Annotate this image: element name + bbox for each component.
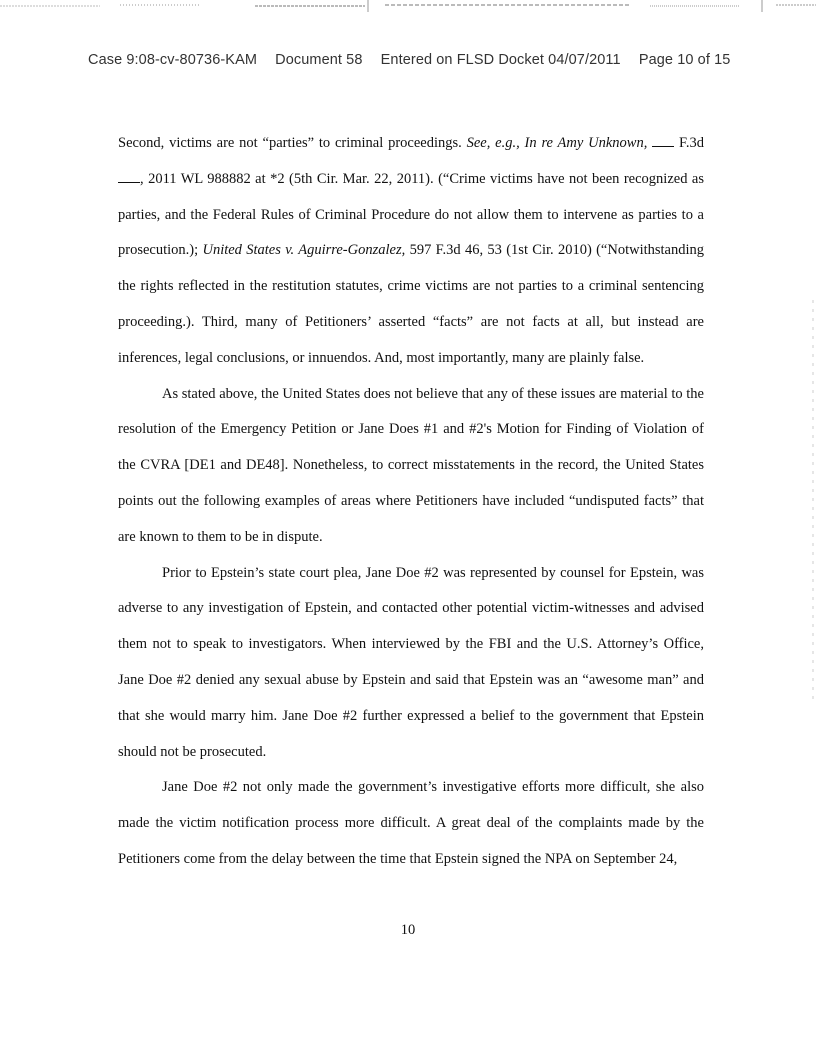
document-body [118, 126, 704, 878]
page-number: 10 [400, 922, 416, 938]
citation-amy-unknown: See, e.g., In re Amy Unknown, [466, 135, 648, 151]
docket-entry-date: Entered on FLSD Docket 04/07/2011 [380, 52, 621, 68]
paragraph-2: As stated above, the United States does not believe that any of these issues are material to the resolution of the Emergency Petition or Jane Does #1 and #2's Motion for Finding of Violation of the CVRA [DE1 and DE48]. Nonetheless, to correct misstatements in the record, the United States points out the following examples of areas where Petitioners have included “undisputed facts” that are known to them to be in dispute. [118, 385, 704, 545]
page-indicator: Page 10 of 15 [638, 52, 731, 68]
case-number: Case 9:08-cv-80736-KAM [88, 52, 258, 68]
paragraph-4: Jane Doe #2 not only made the government’s investigative efforts more difficult, she also made the victim notification process more difficult. A great deal of the complaints made by the Petitioners come from the delay between the time that Epstein signed the NPA on September 24, [118, 779, 704, 867]
docket-header [88, 52, 748, 68]
citation-blank [118, 167, 140, 183]
scan-artifact-right [808, 300, 816, 700]
citation-blank [652, 132, 674, 148]
scan-artifact-top [0, 0, 816, 14]
paragraph-3: Prior to Epstein’s state court plea, Jane Doe #2 was represented by counsel for Epstein, was adverse to any investigation of Epstein, and contacted other potential victim-witnesses and advised them not to speak to investigators. When interviewed by the FBI and the U.S. Attorney’s Office, Jane Doe #2 denied any sexual abuse by Epstein and said that Epstein was an “awesome man” and that she would marry him. Jane Doe #2 further expressed a belief to the government that Epstein should not be prosecuted. [118, 564, 704, 760]
citation-aguirre-gonzalez: United States v. Aguirre-Gonzalez, [202, 242, 406, 259]
document-number: Document 58 [275, 52, 363, 68]
paragraph-1: Second, victims are not “parties” to criminal proceedings. See, e.g., In re Amy Unknown, F.3d , 2011 WL 988882 at *2 (5th Cir. Mar. 22, 2011). (“Crime victims have not been recognized as parties, and the Federal Rules of Criminal Procedure do not allow them to intervene as parties to a prosecution.); United States v. Aguirre-Gonzalez, 597 F.3d 46, 53 (1st Cir. 2010) (“Notwithstanding the rights reflected in the restitution statutes, crime victims are not parties to a criminal sentencing proceeding.). Third, many of Petitioners’ asserted “facts” are not facts at all, but instead are inferences, legal conclusions, or innuendos. And, most importantly, many are plainly false. [118, 126, 704, 377]
